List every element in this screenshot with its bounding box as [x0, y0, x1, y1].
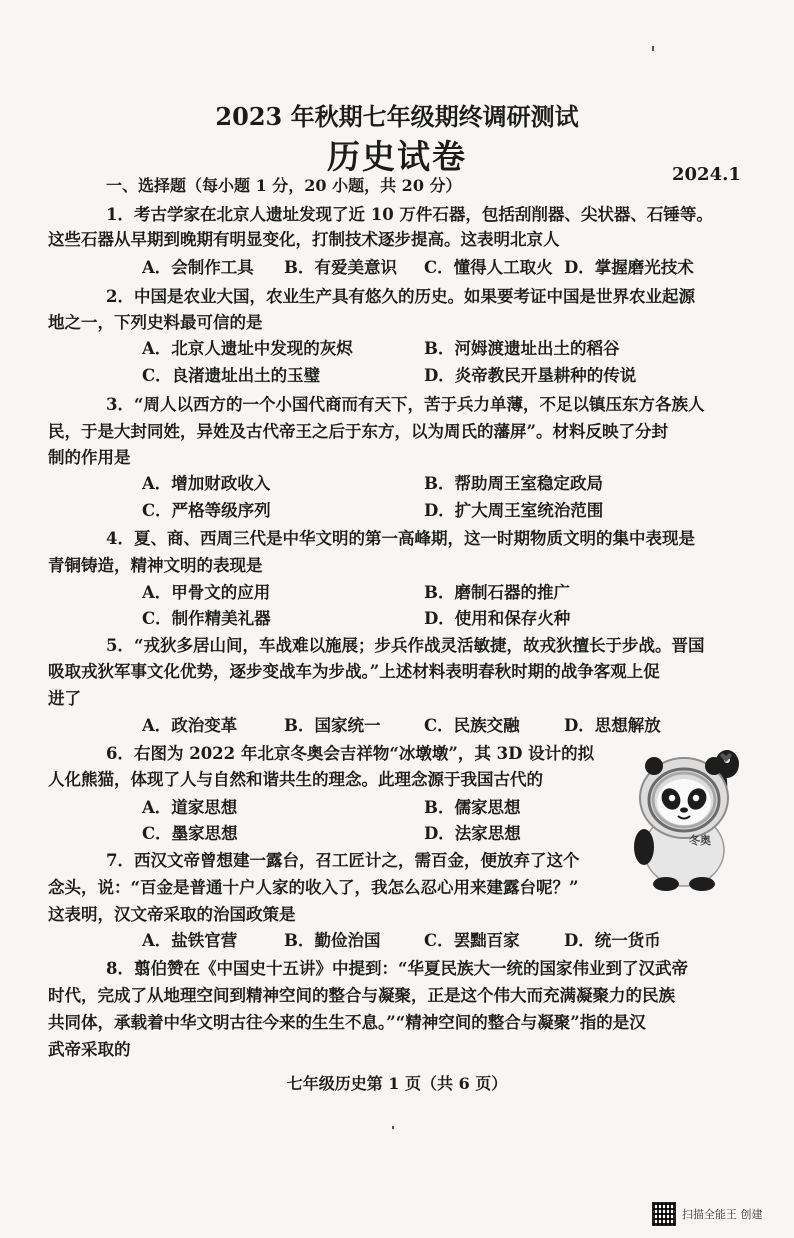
q7-option-c: C．罢黜百家: [424, 931, 520, 950]
q1-option-b: B．有爱美意识: [284, 258, 397, 277]
q5-option-c: C．民族交融: [424, 716, 520, 735]
q4-option-b: B．磨制石器的推广: [424, 583, 570, 602]
scan-speck: [392, 1126, 394, 1129]
q1-stem-line2: 这些石器从早期到晚期有明显变化，打制技术逐步提高。这表明北京人: [48, 230, 560, 249]
q5-stem-line2: 吸取戎狄军事文化优势，逐步变战车为步战。”上述材料表明春秋时期的战争客观上促: [48, 662, 660, 681]
q6-stem-line2: 人化熊猫，体现了人与自然和谐共生的理念。此理念源于我国古代的: [48, 770, 543, 789]
q4-option-d: D．使用和保存火种: [424, 609, 571, 628]
watermark-text: 扫描全能王 创建: [682, 1208, 763, 1221]
q6-option-b: B．儒家思想: [424, 798, 521, 817]
q3-option-c: C．严格等级序列: [142, 501, 271, 520]
q3-option-a: A．增加财政收入: [142, 474, 271, 493]
q6-stem-line1: 6．右图为 2022 年北京冬奥会吉祥物“冰墩墩”，其 3D 设计的拟: [106, 744, 595, 763]
q8-stem-line1: 8．翦伯赞在《中国史十五讲》中提到：“华夏民族大一统的国家伟业到了汉武帝: [106, 959, 688, 978]
q6-option-a: A．道家思想: [142, 798, 238, 817]
q7-option-a: A．盐铁官营: [142, 931, 238, 950]
qr-code-icon: [652, 1202, 676, 1226]
q2-option-b: B．河姆渡遗址出土的稻谷: [424, 339, 620, 358]
q8-stem-line4: 武帝采取的: [48, 1040, 131, 1059]
q5-stem-line3: 进了: [48, 689, 81, 708]
q6-option-d: D．法家思想: [424, 824, 521, 843]
q5-option-d: D．思想解放: [564, 716, 661, 735]
scan-speck: [652, 46, 654, 51]
q8-stem-line2: 时代，完成了从地理空间到精神空间的整合与凝聚，正是这个伟大而充满凝聚力的民族: [48, 986, 675, 1005]
q7-stem-line1: 7．西汉文帝曾想建一露台，召工匠计之，需百金，便放弃了这个: [106, 851, 580, 870]
mascot-caption: 冬奥: [689, 834, 711, 847]
q6-option-c: C．墨家思想: [142, 824, 238, 843]
q5-option-a: A．政治变革: [142, 716, 238, 735]
q2-stem-line1: 2．中国是农业大国，农业生产具有悠久的历史。如果要考证中国是世界农业起源: [106, 287, 695, 306]
q1-option-c: C．懂得人工取火: [424, 258, 553, 277]
bing-dwen-dwen-mascot-image: [626, 742, 746, 892]
exam-subject-title: 历史试卷: [327, 137, 467, 176]
q3-stem-line1: 3．“周人以西方的一个小国代商而有天下，苦于兵力单薄，不足以镇压东方各族人: [106, 395, 705, 414]
q5-option-b: B．国家统一: [284, 716, 381, 735]
q1-option-d: D．掌握磨光技术: [564, 258, 694, 277]
exam-title: 2023 年秋期七年级期终调研测试: [215, 102, 579, 131]
q4-option-c: C．制作精美礼器: [142, 609, 271, 628]
q2-option-d: D．炎帝教民开垦耕种的传说: [424, 366, 637, 385]
page-footer: 七年级历史第 1 页（共 6 页）: [286, 1074, 508, 1093]
q3-option-b: B．帮助周王室稳定政局: [424, 474, 603, 493]
section-heading: 一、选择题（每小题 1 分，20 小题，共 20 分）: [106, 176, 462, 195]
q4-stem-line1: 4．夏、商、西周三代是中华文明的第一高峰期，这一时期物质文明的集中表现是: [106, 529, 695, 548]
q7-stem-line2: 念头，说：“百金是普通十户人家的收入了，我怎么忍心用来建露台呢？”: [48, 878, 579, 897]
q7-option-b: B．勤俭治国: [284, 931, 381, 950]
scanner-watermark: [652, 1202, 763, 1226]
exam-date: 2024.1: [672, 164, 741, 185]
q7-stem-line3: 这表明，汉文帝采取的治国政策是: [48, 905, 296, 924]
q2-option-c: C．良渚遗址出土的玉璧: [142, 366, 321, 385]
q5-stem-line1: 5．“戎狄多居山间，车战难以施展；步兵作战灵活敏捷，故戎狄擅长于步战。晋国: [106, 636, 705, 655]
q8-stem-line3: 共同体，承载着中华文明古往今来的生生不息。”“精神空间的整合与凝聚”指的是汉: [48, 1013, 646, 1032]
q3-stem-line3: 制的作用是: [48, 448, 131, 467]
q2-option-a: A．北京人遗址中发现的灰烬: [142, 339, 353, 358]
q3-option-d: D．扩大周王室统治范围: [424, 501, 604, 520]
q2-stem-line2: 地之一，下列史料最可信的是: [48, 313, 263, 332]
q1-option-a: A．会制作工具: [142, 258, 254, 277]
q7-option-d: D．统一货币: [564, 931, 661, 950]
q3-stem-line2: 民，于是大封同姓，异姓及古代帝王之后于东方，以为周氏的藩屏”。材料反映了分封: [48, 422, 668, 441]
q4-stem-line2: 青铜铸造，精神文明的表现是: [48, 556, 263, 575]
q4-option-a: A．甲骨文的应用: [142, 583, 271, 602]
q1-stem-line1: 1．考古学家在北京人遗址发现了近 10 万件石器，包括刮削器、尖状器、石锤等。: [106, 205, 713, 224]
